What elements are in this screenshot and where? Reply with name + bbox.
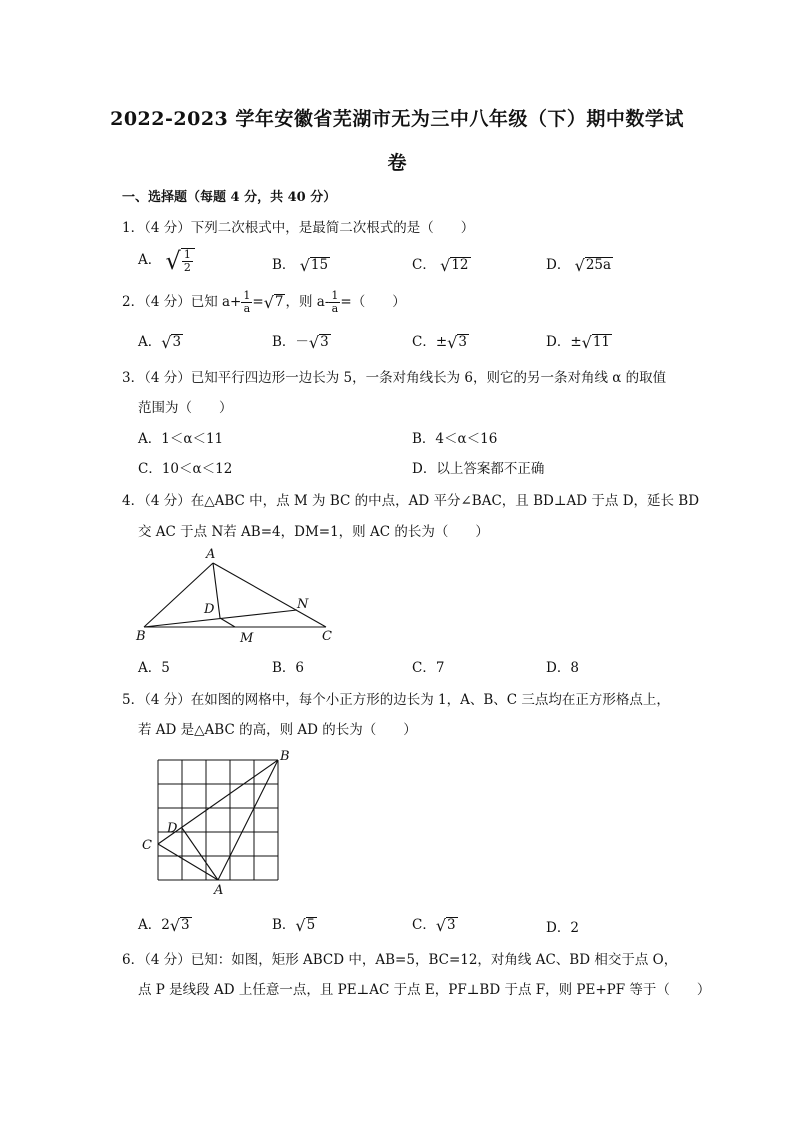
- q1-d-radicand: 25a: [585, 257, 612, 274]
- q4-option-b[interactable]: B．6: [272, 660, 305, 676]
- segment-ab: [144, 563, 213, 627]
- q5-stem-line2: 若 AD 是△ABC 的高，则 AD 的长为（ ）: [138, 722, 417, 738]
- label-a: A: [206, 547, 216, 562]
- sqrt-symbol: √ 3: [435, 915, 456, 935]
- q1-c-radicand: 12: [451, 257, 469, 274]
- q4-stem-line2: 交 AC 于点 N若 AB=4，DM=1，则 AC 的长为（ ）: [138, 524, 489, 540]
- sqrt-symbol: √ 3: [161, 332, 182, 352]
- q5-stem-line1: 5．（4 分）在如图的网格中，每个小正方形的边长为 1，A、B、C 三点均在正方形格点上，: [122, 692, 670, 708]
- sqrt-symbol: √ 7: [263, 292, 284, 312]
- sqrt-symbol: √ 3: [169, 915, 190, 935]
- q1-a-denominator: 2: [183, 260, 191, 274]
- sqrt-symbol: √ 15: [299, 255, 329, 275]
- q3-option-c[interactable]: C．10＜α＜12: [138, 461, 233, 477]
- label-c: C: [322, 629, 332, 644]
- q1-option-c-label: C．: [412, 257, 436, 273]
- label-a: A: [214, 883, 224, 898]
- q1-option-a[interactable]: [138, 247, 195, 276]
- sqrt-symbol: √ $\frac{1}{2}$: [166, 248, 195, 273]
- q1-option-b[interactable]: [272, 253, 330, 274]
- segment-ad: [182, 828, 218, 880]
- label-d: D: [204, 602, 215, 617]
- q1-option-d-label: D．: [546, 257, 571, 273]
- q1-a-numerator: 1: [183, 248, 191, 261]
- q3-option-d[interactable]: D．以上答案都不正确: [412, 461, 545, 477]
- sqrt-symbol: √ 25a: [574, 255, 612, 275]
- q4-option-d[interactable]: D．8: [546, 660, 579, 676]
- q4-option-c[interactable]: C．7: [412, 660, 445, 676]
- q1-option-a-label: A．: [138, 252, 162, 269]
- sqrt-symbol: √ 11: [581, 332, 611, 352]
- q2-option-d[interactable]: D．± √ 11: [546, 332, 611, 352]
- exam-title-line1: 2022-2023 学年安徽省芜湖市无为三中八年级（下）期中数学试: [110, 108, 684, 130]
- q3-option-b[interactable]: B．4＜α＜16: [412, 431, 498, 447]
- q2-stem: 2．（4 分）已知 a+ $\frac{1}{a}$ = √ 7 ，则 a- $\frac{1}{a}$ =（ ）: [122, 289, 406, 315]
- sqrt-symbol: √ 5: [295, 915, 316, 935]
- q6-stem-line2: 点 P 是线段 AD 上任意一点，且 PE⊥AC 于点 E，PF⊥BD 于点 F，则 PE+PF 等于（ ）: [138, 982, 711, 998]
- q1-option-d[interactable]: [546, 253, 613, 274]
- label-m: M: [240, 631, 254, 646]
- segment-dm: [220, 618, 235, 627]
- section-heading-choice: 一、选择题（每题 4 分，共 40 分）: [122, 190, 337, 205]
- q6-stem-line1: 6．（4 分）已知：如图，矩形 ABCD 中，AB=5，BC=12，对角线 AC、BD 相交于点 O，: [122, 952, 678, 968]
- segment-ba: [218, 760, 278, 880]
- sqrt-symbol: √ 3: [308, 332, 329, 352]
- sqrt-symbol: √ 3: [447, 332, 467, 352]
- q5-grid-figure: [138, 748, 298, 898]
- q2-option-c[interactable]: C．± √ 3: [412, 332, 467, 352]
- q3-option-a[interactable]: A．1＜α＜11: [138, 431, 224, 447]
- grid-lines: [158, 760, 278, 880]
- exam-title-line2: 卷: [387, 152, 407, 174]
- label-b: B: [136, 629, 146, 644]
- q1-option-b-label: B．: [272, 257, 296, 273]
- q1-stem: 1．（4 分）下列二次根式中，是最简二次根式的是（ ）: [122, 220, 475, 236]
- q2-option-a[interactable]: A． √ 3: [138, 332, 182, 352]
- label-d: D: [167, 821, 178, 836]
- q1-b-radicand: 15: [310, 257, 329, 274]
- label-b: B: [280, 749, 290, 764]
- q2-stem-pre: 2．（4 分）已知 a+: [122, 294, 242, 310]
- q1-option-c[interactable]: [412, 253, 471, 274]
- q5-option-d[interactable]: D．2: [546, 920, 579, 936]
- q3-stem-line2: 范围为（ ）: [138, 400, 233, 416]
- q2-fraction-2: $\frac{1}{a}$: [331, 289, 339, 315]
- q5-option-a[interactable]: A．2 √ 3: [138, 915, 190, 935]
- q2-fraction-1: $\frac{1}{a}$: [243, 289, 251, 315]
- q4-triangle-figure: [134, 545, 334, 645]
- q4-stem-line1: 4．（4 分）在△ABC 中，点 M 为 BC 的中点，AD 平分∠BAC，且 BD⊥AD 于点 D，延长 BD: [122, 493, 700, 509]
- sqrt-symbol: √ 12: [440, 255, 469, 275]
- q2-option-b[interactable]: B．－ √ 3: [272, 332, 329, 352]
- q3-stem-line1: 3．（4 分）已知平行四边形一边长为 5，一条对角线长为 6，则它的另一条对角线 α 的取值: [122, 370, 667, 386]
- q5-option-c[interactable]: C． √ 3: [412, 915, 456, 935]
- label-c: C: [142, 838, 152, 853]
- segment-ca: [158, 844, 218, 880]
- label-n: N: [297, 597, 309, 612]
- q4-option-a[interactable]: A．5: [138, 660, 170, 676]
- q5-option-b[interactable]: B． √ 5: [272, 915, 316, 935]
